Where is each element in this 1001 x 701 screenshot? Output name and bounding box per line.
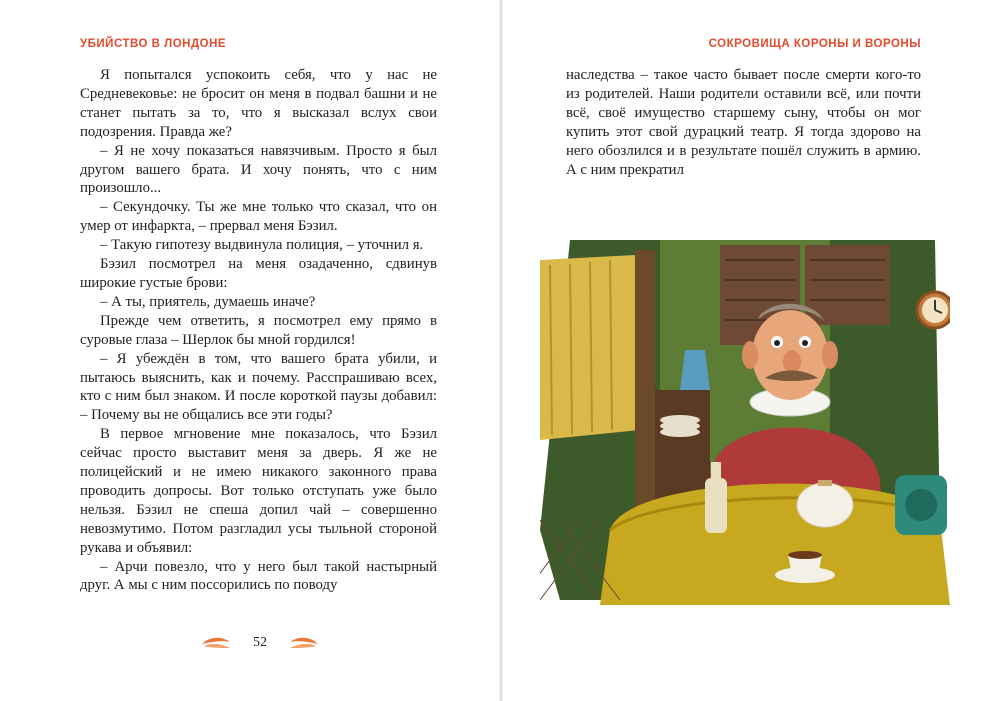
left-page-text bbox=[80, 66, 437, 595]
page-number: 52 bbox=[253, 635, 267, 650]
paragraph: Бэзил посмотрел на меня озадаченно, сдвинув широкие густые брови: bbox=[80, 256, 437, 291]
leaf-ornament-right-icon bbox=[288, 636, 320, 650]
paragraph: – А ты, приятель, думаешь иначе? bbox=[100, 293, 316, 310]
running-header-right: СОКРОВИЩА КОРОНЫ И ВОРОНЫ bbox=[708, 38, 921, 50]
running-header-left: УБИЙСТВО В ЛОНДОНЕ bbox=[80, 38, 227, 50]
paragraph: – Такую гипотезу выдвинула полиция, – уточнил я. bbox=[100, 237, 424, 254]
book-gutter bbox=[499, 0, 503, 701]
paragraph: наследства – такое часто бывает после смерти кого-то из родителей. Наши родители оставили всё, или почти всё, своё имущество старшему сыну, чтобы он мог купить этот свой дурацкий театр. Я тогда здорово на него обозлился и в результате пошёл служить в армию. А с ним прекратил bbox=[566, 67, 921, 178]
paragraph: – Арчи повезло, что у него был такой настырный друг. А мы с ним поссорились по поводу bbox=[80, 558, 437, 594]
illustration bbox=[540, 230, 950, 605]
right-page-text bbox=[566, 66, 921, 179]
page-footer bbox=[200, 632, 320, 654]
leaf-ornament-left-icon bbox=[200, 636, 232, 650]
paragraph: – Я убеждён в том, что вашего брата убили, и пытаюсь выяснить, как и почему. Расспрашиваю всех, кто с ним был знаком. И после короткой паузы добавил: – Почему вы не общались все эти годы? bbox=[80, 350, 437, 424]
paragraph: – Я не хочу показаться навязчивым. Просто я был другом вашего брата. И хочу понять, что с ним произошло... bbox=[80, 142, 437, 197]
paragraph: – Секундочку. Ты же мне только что сказал, что он умер от инфаркта, – прервал меня Бэзил. bbox=[80, 199, 437, 235]
paragraph: В первое мгновение мне показалось, что Бэзил сейчас просто выставит меня за дверь. Я же не полицейский и не имею никакого законного права проводить допросы. Вот только отступать уже было нельзя. Бэзил не спеша допил чай – совершенно невозмутимо. Потом разгладил усы тыльной стороной рукава и объявил: bbox=[80, 426, 437, 556]
paragraph: Я попытался успокоить себя, что у нас не Средневековье: не бросит он меня в подвал башни и не станет пытать за то, что я высказал вслух свои подозрения. Правда же? bbox=[80, 67, 437, 140]
paragraph: Прежде чем ответить, я посмотрел ему прямо в суровые глаза – Шерлок бы мной гордился! bbox=[80, 312, 437, 348]
